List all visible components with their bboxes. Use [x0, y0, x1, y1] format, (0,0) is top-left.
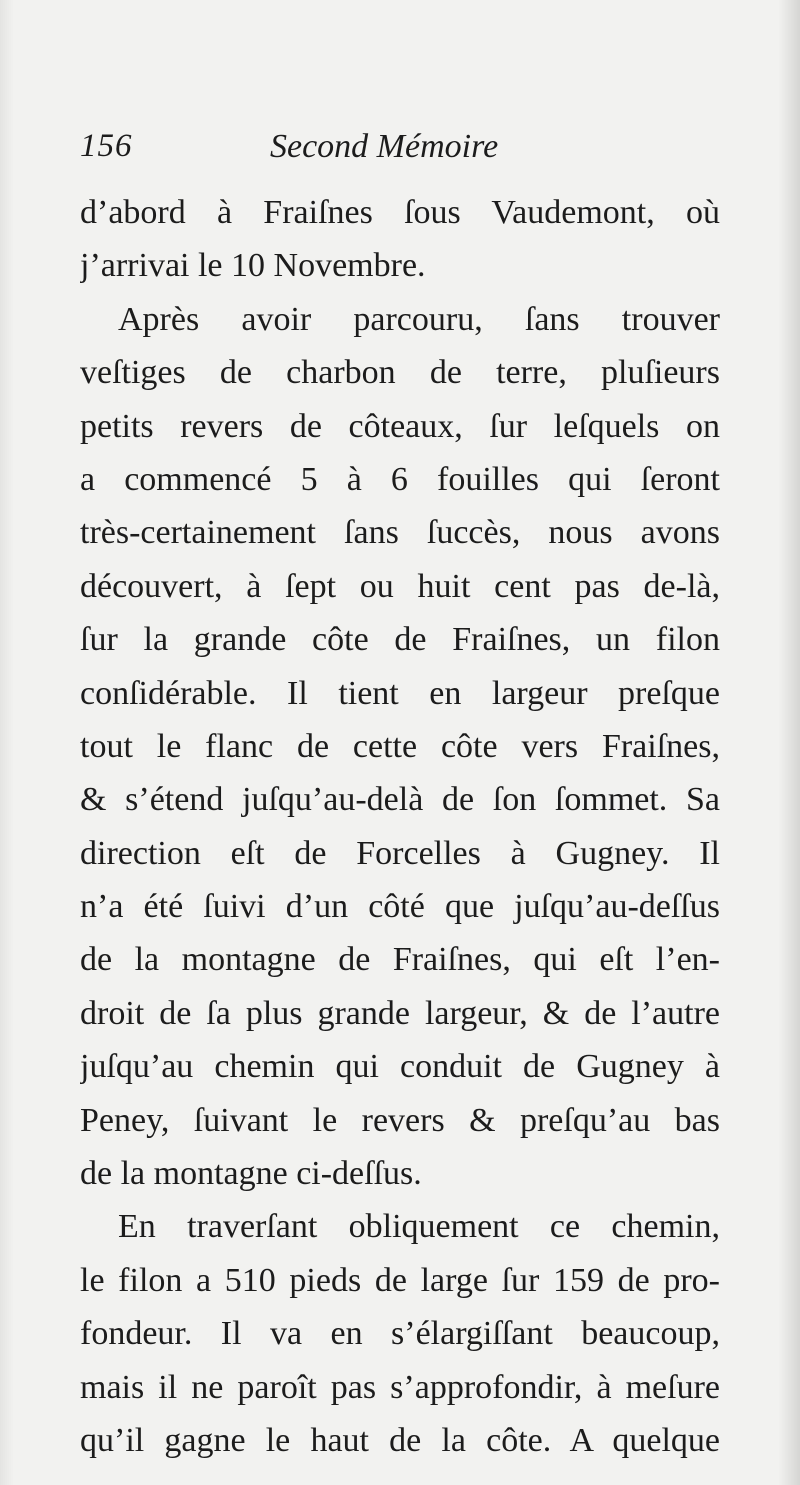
text-line: veſtiges de charbon de terre, pluſieurs: [80, 354, 720, 392]
page-header: [80, 128, 720, 172]
text-line: direction eſt de Forcelles à Gugney. Il: [80, 834, 720, 872]
text-line: Peney, ſuivant le revers & preſqu’au bas: [80, 1101, 720, 1139]
scan-shadow-left: [0, 0, 14, 1485]
text-line: petits revers de côteaux, ſur leſquels on: [80, 407, 720, 445]
text-line: Après avoir parcouru, ſans trouver: [118, 300, 720, 338]
text-line: qu’il gagne le haut de la côte. A quelque: [80, 1421, 720, 1459]
text-line: & s’étend juſqu’au-delà de ſon ſommet. Sa: [80, 781, 720, 819]
text-line: fondeur. Il va en s’élargiſſant beaucoup,: [80, 1315, 720, 1353]
text-line: d’abord à Fraiſnes ſous Vaudemont, où: [80, 194, 720, 231]
body-text: [80, 186, 720, 1467]
text-line: droit de ſa plus grande largeur, & de l’autre: [80, 994, 720, 1032]
page-number: 156: [80, 128, 133, 164]
text-line: conſidérable. Il tient en largeur preſque: [80, 674, 720, 712]
scan-shadow-right: [778, 0, 800, 1485]
text-line: En traverſant obliquement ce chemin,: [118, 1208, 720, 1246]
text-line: ſur la grande côte de Fraiſnes, un filon: [80, 621, 720, 659]
text-line: n’a été ſuivi d’un côté que juſqu’au-deſſus: [80, 888, 720, 926]
text-line: le filon a 510 pieds de large ſur 159 de pro-: [80, 1261, 720, 1299]
text-line: juſqu’au chemin qui conduit de Gugney à: [80, 1048, 720, 1086]
text-line: de la montagne ci-deſſus.: [80, 1155, 422, 1193]
text-line: a commencé 5 à 6 fouilles qui ſeront: [80, 460, 720, 498]
text-line: tout le flanc de cette côte vers Fraiſnes,: [80, 727, 720, 765]
text-line: mais il ne paroît pas s’approfondir, à meſure: [80, 1368, 720, 1406]
text-line: j’arrivai le 10 Novembre.: [80, 247, 426, 285]
text-line: de la montagne de Fraiſnes, qui eſt l’en-: [80, 941, 720, 979]
text-line: très-certainement ſans ſuccès, nous avons: [80, 514, 720, 552]
running-title: Second Mémoire: [270, 128, 499, 165]
text-line: découvert, à ſept ou huit cent pas de-là,: [80, 567, 720, 605]
